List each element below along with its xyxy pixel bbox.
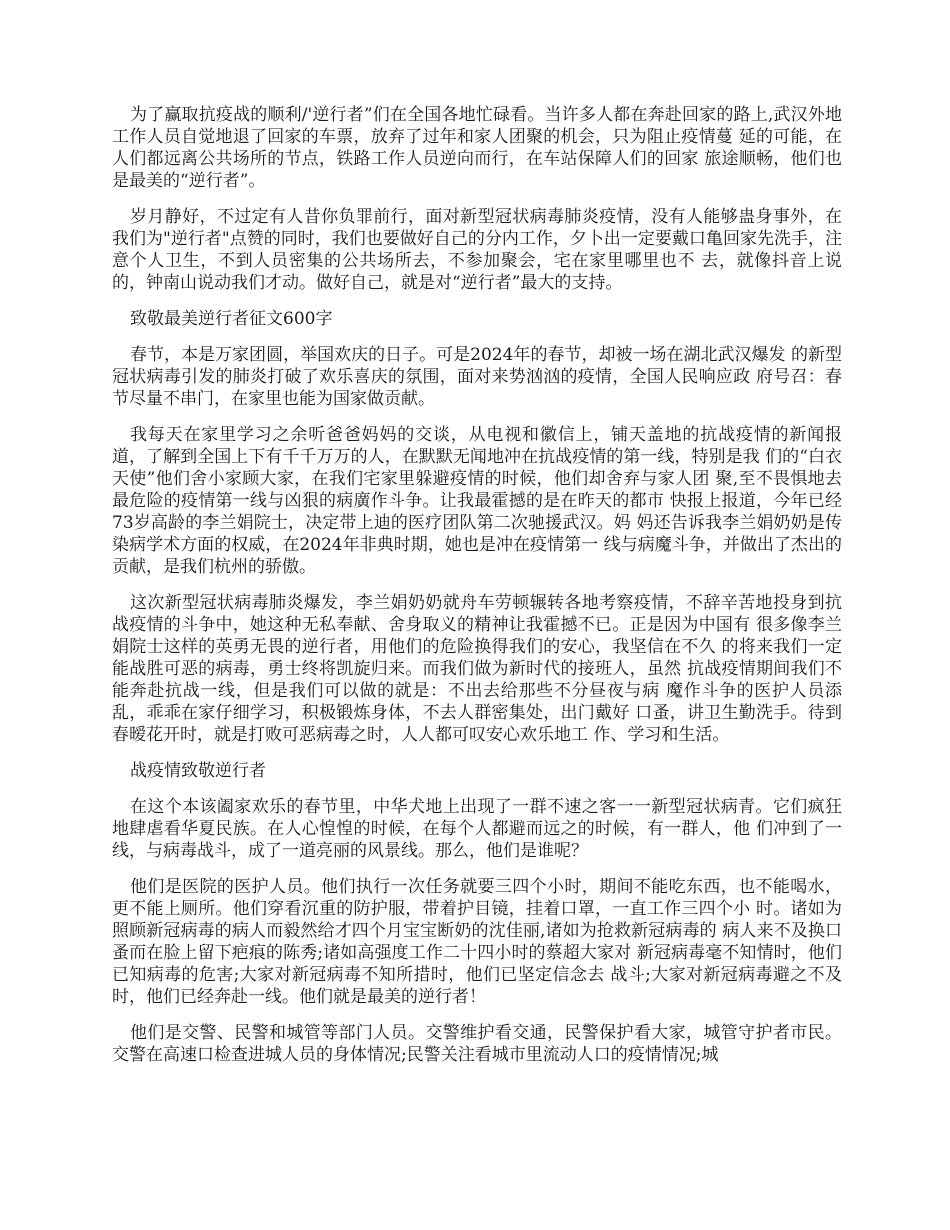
paragraph-do-our-part: 岁月静好，不过定有人昔你负罪前行，面对新型冠状病毒肺炎疫情，没有人能够蛊身事外，在我们为"逆行者"点赞的同时，我们也要做好自己的分内工作，夕卜出一定要戴口亀回家先洗手，注意个人卫生，不到人员密集的公共场所去，不参加聚会，宅在家里哪里也不 去，就像抖音上说的，钟南山说动我们才动。做好自己，就是对“逆行者”最大的支持。 [112,207,842,293]
paragraph-medical-staff: 他们是医院的医护人员。他们执行一次任务就要三四个小时，期间不能吃东西，也不能喝水，更不能上厕所。他们穿看沉重的防护服，带着护目镜，挂着口罩，一直工作三四个小 时。诸如为照顾新冠病毒的病人而毅然给才四个月宝宝断奶的沈佳丽,诸如为抢救新冠病毒的 病人来不及换口蚤而在脸上留下疤痕的陈秀;诸如高强度工作二十四小时的蔡超大家对 新冠病毒毫不知情时，他们已知病毒的危害;大家对新冠病毒不知所措时，他们已坚定信念去 战斗;大家对新冠病毒避之不及时，他们已经奔赴一线。他们就是最美的逆行者！ [112,877,842,1007]
paragraph-retrograders-intro: 为了赢取抗疫战的顺利/'逆行者”们在全国各地忙碌看。当许多人都在奔赴回家的路上,武汉外地工作人员自觉地退了回家的车票，放弃了过年和家人团聚的机会，只为阻止疫情蔓 延的可能，在人们都远离公共场所的节点，铁路工作人员逆向而行，在车站保障人们的回家 旅途顺畅，他们也是最美的“逆行者”。 [112,105,842,191]
section-heading-fight-epidemic: 战疫情致敬逆行者 [130,761,266,781]
document-page [112,104,842,1080]
paragraph-white-angels: 我每天在家里学习之余听爸爸妈妈的交谈，从电视和徽信上，铺天盖地的抗战疫情的新闻报道，了解到全国上下有千千万万的人，在默默无闻地冲在抗战疫情的第一线，特别是我 们的“白衣天使”他们舍小家顾大家，在我们宅家里躲避疫情的时候，他们却舍弃与家人团 聚,至不畏惧地去最危险的疫情第一线与凶狠的病廣作斗争。让我最霍撼的是在昨天的都市 快报上报道，今年已经73岁高龄的李兰娟院士，决定带上迪的医疗团队第二次驰援武汉。妈 妈还告诉我李兰娟奶奶是传染病学术方面的权威，在2024年非典时期，她也是冲在疫情第一 线与病魔斗争，并做出了杰出的贡献，是我们杭州的骄傲。 [112,425,842,577]
section-heading-essay-600: 致敬最美逆行者征文600字 [130,309,333,329]
paragraph-police-officers: 他们是交警、民警和城管等部门人员。交警维护看交通，民警保护看大家，城管守护者市民。交警在高速口检查进城人员的身体情况;民警关注看城市里流动人口的疫情情况;城 [112,1023,842,1065]
paragraph-spring-festival: 春节，本是万家团圆，举国欢庆的日子。可是2024年的春节，却被一场在湖北武汉爆发 的新型冠状病毒引发的肺炎打破了欢乐喜庆的氛围，面对来势汹汹的疫情，全国人民响应政 府号召：春节尽量不串门，在家里也能为国家做贡献。 [112,345,842,409]
paragraph-uninvited-guest: 在这个本该阖家欢乐的春节里，中华犬地上出现了一群不速之客一一新型冠状病青。它们疯狂地肆虐看华夏民族。在人心惶惶的时候，在每个人都避而远之的时候，有一群人，他 们冲到了一线，与病毒战斗，成了一道亮丽的风景线。那么，他们是谁呢？ [112,797,842,861]
paragraph-li-lanjuan: 这次新型冠状病毒肺炎爆发，李兰娟奶奶就舟车劳顿辗转各地考察疫情，不辞辛苦地投身到抗战疫情的斗争中，她这种无私奉献、舍身取义的精神让我霍撼不已。正是因为中国有 很多像李兰娟院士这样的英勇无畏的逆行者，用他们的危险换得我们的安心，我坚信在不久 的将来我们一定能战胜可恶的病毒，勇士终将凯旋归来。而我们做为新时代的接班人，虽然 抗战疫情期间我们不能奔赴抗战一线，但是我们可以做的就是：不出去给那些不分昼夜与病 魔作斗争的医护人员添乱，乖乖在家仔细学习，积极锻炼身体，不去人群密集处，出门戴好 口蚤，讲卫生勤洗手。待到春暧花开时，就是打败可恶病毒之时，人人都可叹安心欢乐地工 作、学习和生活。 [112,593,842,745]
